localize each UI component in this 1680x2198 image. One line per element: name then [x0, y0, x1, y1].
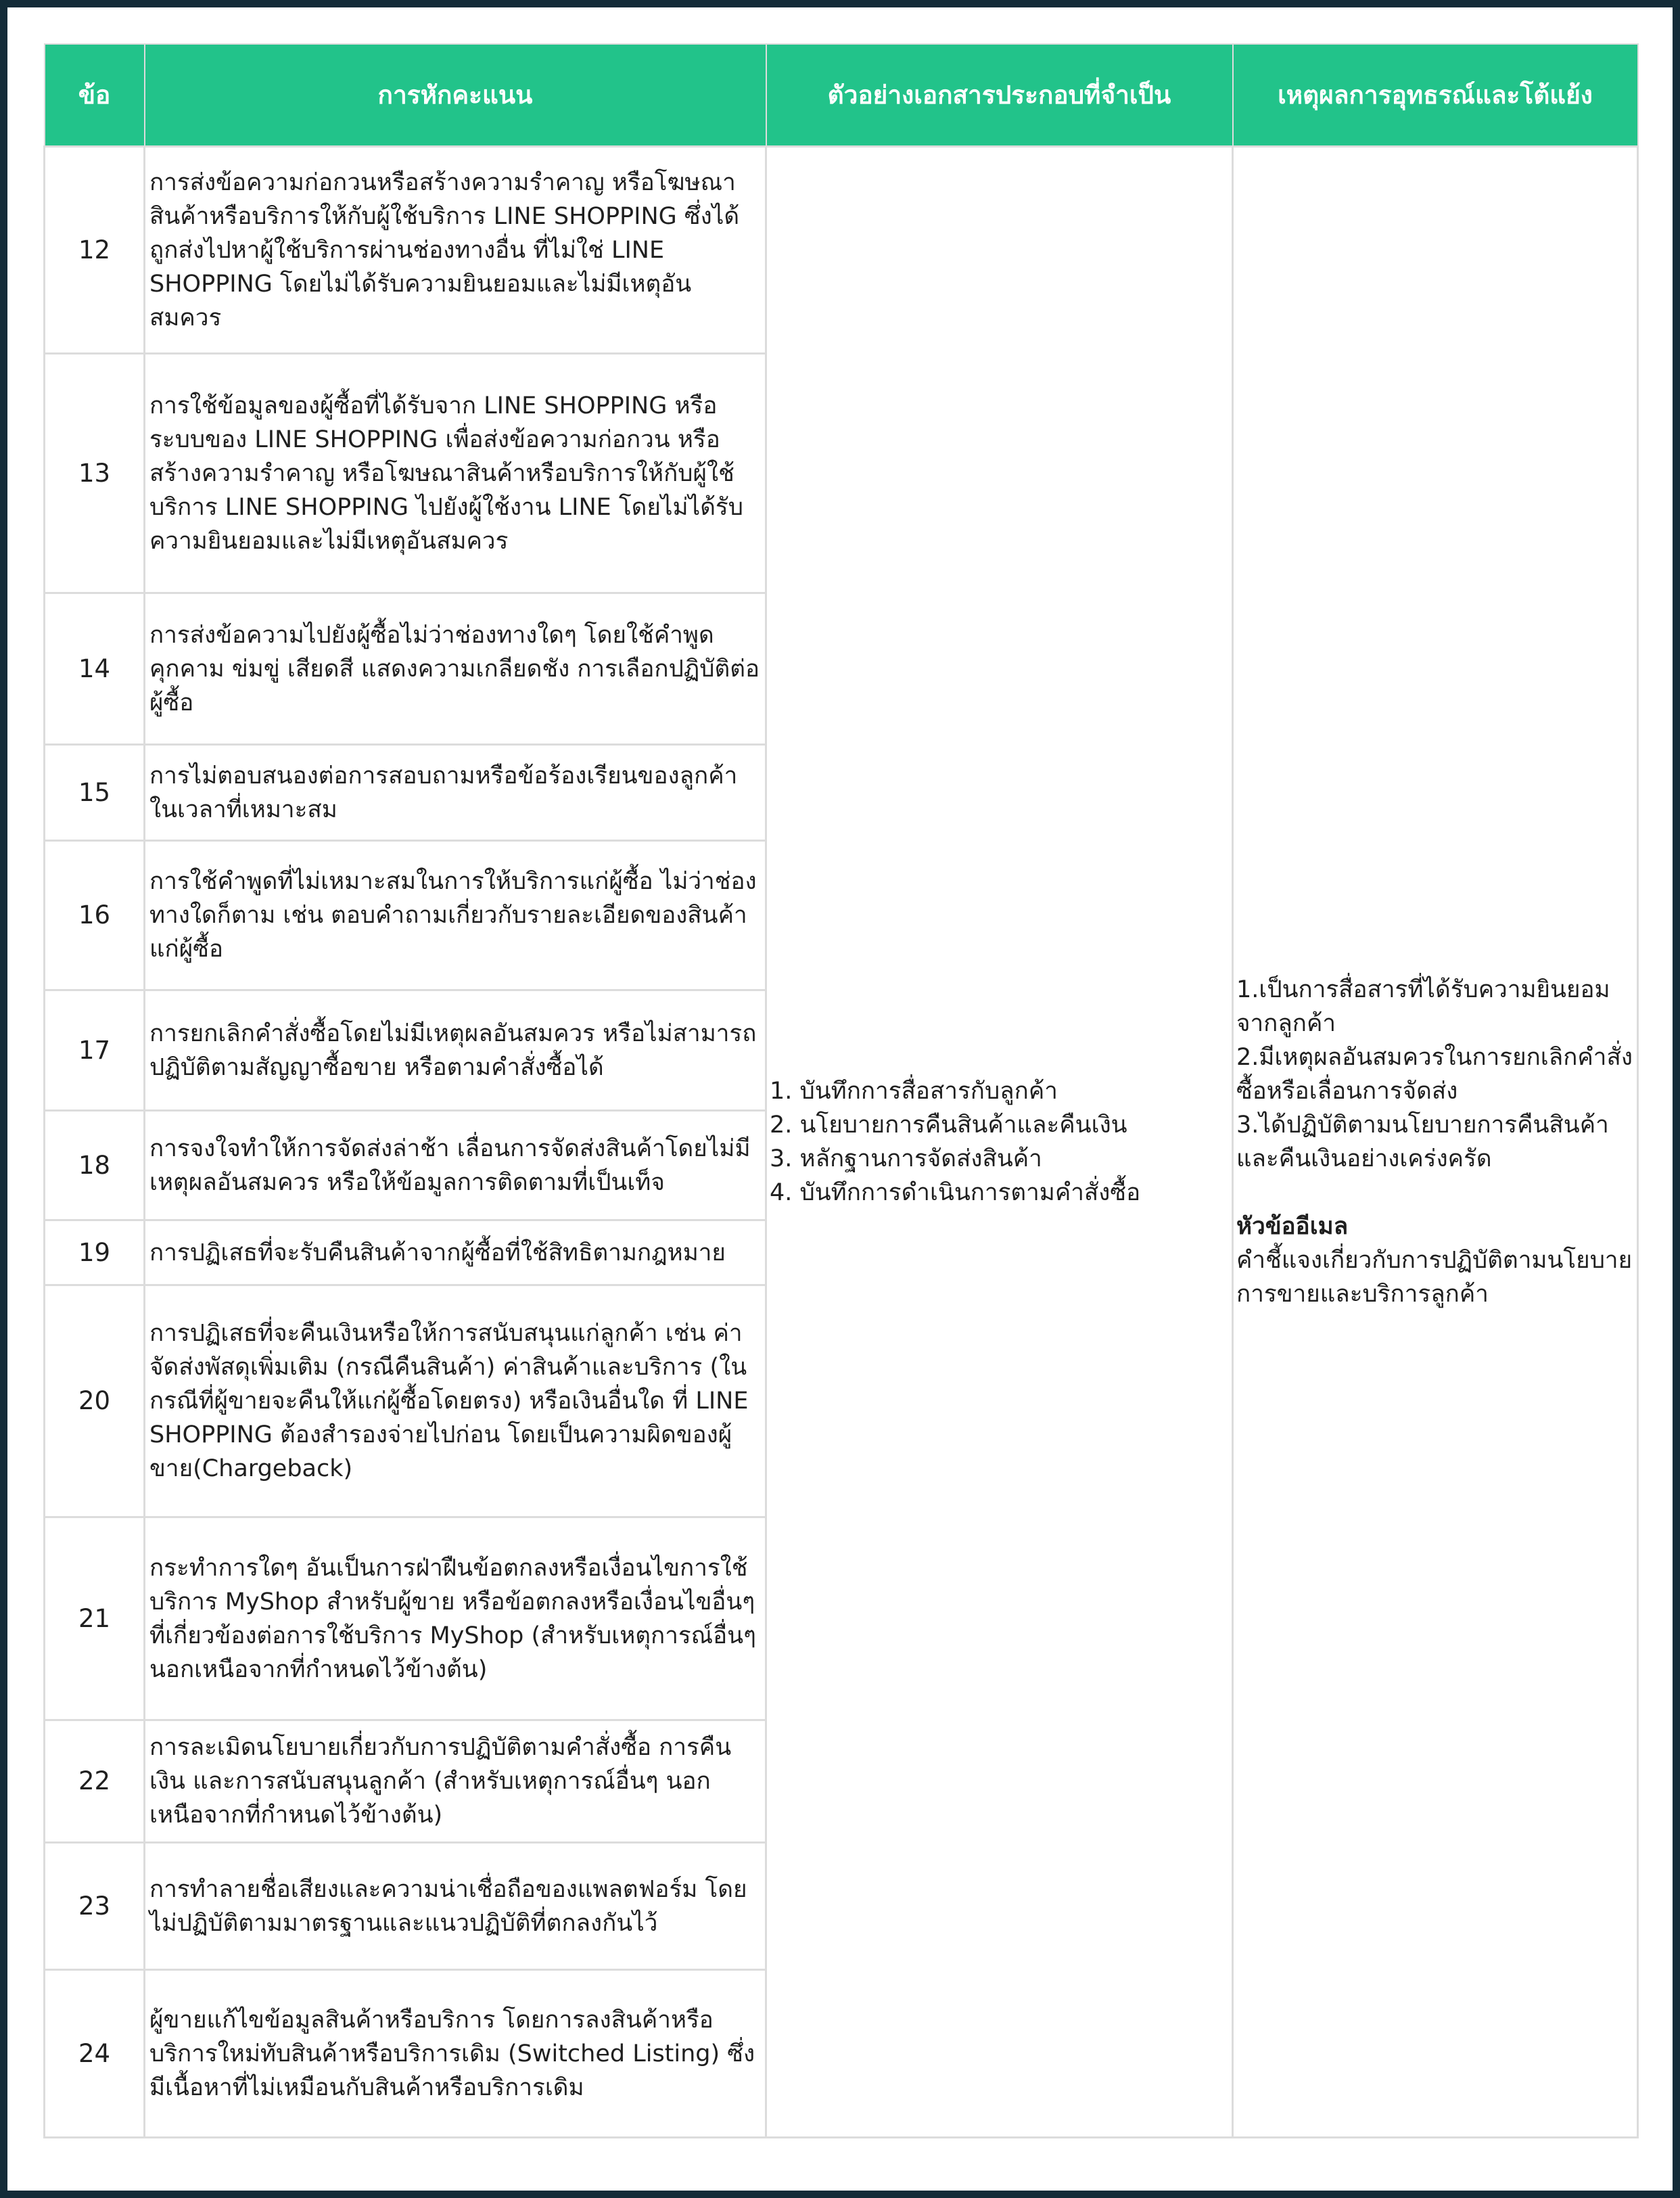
header-appeal: เหตุผลการอุทธรณ์และโต้แย้ง — [1233, 44, 1638, 147]
email-subject-heading: หัวข้ออีเมล — [1236, 1213, 1349, 1240]
row-number: 16 — [45, 841, 145, 990]
header-deduction: การหักคะแนน — [145, 44, 766, 147]
row-description: การส่งข้อความก่อกวนหรือสร้างความรำคาญ หรือโฆษณาสินค้าหรือบริการให้กับผู้ใช้บริการ LINE SHOPPING ซึ่งได้ถูกส่งไปหาผู้ใช้บริการผ่านช่องทางอื่น ที่ไม่ใช่ LINE SHOPPING โดยไม่ได้รับความยินยอมและไม่มีเหตุอันสมควร — [145, 147, 766, 354]
appeal-reasons — [1233, 147, 1638, 2138]
table-header-row — [45, 44, 1638, 147]
row-description: การใช้ข้อมูลของผู้ซื้อที่ได้รับจาก LINE SHOPPING หรือระบบของ LINE SHOPPING เพื่อส่งข้อความก่อกวน หรือสร้างความรำคาญ หรือโฆษณาสินค้าหรือบริการให้กับผู้ใช้บริการ LINE SHOPPING ไปยังผู้ใช้งาน LINE โดยไม่ได้รับความยินยอมและไม่มีเหตุอันสมควร — [145, 354, 766, 593]
row-number: 13 — [45, 354, 145, 593]
row-number: 22 — [45, 1720, 145, 1843]
row-number: 17 — [45, 990, 145, 1111]
row-number: 23 — [45, 1843, 145, 1970]
row-number: 15 — [45, 745, 145, 841]
header-no: ข้อ — [45, 44, 145, 147]
appeal-reason-list: 1.เป็นการสื่อสารที่ได้รับความยินยอมจากลูกค้า 2.มีเหตุผลอันสมควรในการยกเลิกคำสั่งซื้อหรือเลื่อนการจัดส่ง 3.ได้ปฏิบัติตามนโยบายการคืนสินค้าและคืนเงินอย่างเคร่งครัด — [1236, 976, 1633, 1172]
row-number: 24 — [45, 1970, 145, 2138]
row-number: 12 — [45, 147, 145, 354]
email-subject-text: คำชี้แจงเกี่ยวกับการปฏิบัติตามนโยบายการขายและบริการลูกค้า — [1236, 1247, 1633, 1308]
row-description: การใช้คำพูดที่ไม่เหมาะสมในการให้บริการแก่ผู้ซื้อ ไม่ว่าช่องทางใดก็ตาม เช่น ตอบคำถามเกี่ยวกับรายละเอียดของสินค้าแก่ผู้ซื้อ — [145, 841, 766, 990]
header-documents: ตัวอย่างเอกสารประกอบที่จำเป็น — [766, 44, 1233, 147]
row-description: การจงใจทำให้การจัดส่งล่าช้า เลื่อนการจัดส่งสินค้าโดยไม่มีเหตุผลอันสมควร หรือให้ข้อมูลการติดตามที่เป็นเท็จ — [145, 1111, 766, 1220]
row-description: ผู้ขายแก้ไขข้อมูลสินค้าหรือบริการ โดยการลงสินค้าหรือบริการใหม่ทับสินค้าหรือบริการเดิม (Switched Listing) ซึ่งมีเนื้อหาที่ไม่เหมือนกับสินค้าหรือบริการเดิม — [145, 1970, 766, 2138]
row-number: 19 — [45, 1220, 145, 1285]
row-description: การทำลายชื่อเสียงและความน่าเชื่อถือของแพลตฟอร์ม โดยไม่ปฏิบัติตามมาตรฐานและแนวปฏิบัติที่ตกลงกันไว้ — [145, 1843, 766, 1970]
row-description: การไม่ตอบสนองต่อการสอบถามหรือข้อร้องเรียนของลูกค้าในเวลาที่เหมาะสม — [145, 745, 766, 841]
row-description: การละเมิดนโยบายเกี่ยวกับการปฏิบัติตามคำสั่งซื้อ การคืนเงิน และการสนับสนุนลูกค้า (สำหรับเหตุการณ์อื่นๆ นอกเหนือจากที่กำหนดไว้ข้างต้น) — [145, 1720, 766, 1843]
deduction-table — [43, 43, 1639, 2138]
table-row — [45, 147, 1638, 354]
row-description: กระทำการใดๆ อันเป็นการฝ่าฝืนข้อตกลงหรือเงื่อนไขการใช้บริการ MyShop สำหรับผู้ขาย หรือข้อตกลงหรือเงื่อนไขอื่นๆ ที่เกี่ยวข้องต่อการใช้บริการ MyShop (สำหรับเหตุการณ์อื่นๆนอกเหนือจากที่กำหนดไว้ข้างต้น) — [145, 1517, 766, 1720]
row-number: 21 — [45, 1517, 145, 1720]
row-number: 20 — [45, 1285, 145, 1517]
required-documents: 1. บันทึกการสื่อสารกับลูกค้า 2. นโยบายการคืนสินค้าและคืนเงิน 3. หลักฐานการจัดส่งสินค้า 4. บันทึกการดำเนินการตามคำสั่งซื้อ — [766, 147, 1233, 2138]
row-description: การยกเลิกคำสั่งซื้อโดยไม่มีเหตุผลอันสมควร หรือไม่สามารถปฏิบัติตามสัญญาซื้อขาย หรือตามคำสั่งซื้อได้ — [145, 990, 766, 1111]
row-description: การปฏิเสธที่จะคืนเงินหรือให้การสนับสนุนแก่ลูกค้า เช่น ค่าจัดส่งพัสดุเพิ่มเติม (กรณีคืนสินค้า) ค่าสินค้าและบริการ (ในกรณีที่ผู้ขายจะคืนให้แก่ผู้ซื้อโดยตรง) หรือเงินอื่นใด ที่ LINE SHOPPING ต้องสำรองจ่ายไปก่อน โดยเป็นความผิดของผู้ขาย(Chargeback) — [145, 1285, 766, 1517]
row-description: การปฏิเสธที่จะรับคืนสินค้าจากผู้ซื้อที่ใช้สิทธิตามกฎหมาย — [145, 1220, 766, 1285]
row-number: 14 — [45, 593, 145, 745]
row-number: 18 — [45, 1111, 145, 1220]
row-description: การส่งข้อความไปยังผู้ซื้อไม่ว่าช่องทางใดๆ โดยใช้คำพูดคุกคาม ข่มขู่ เสียดสี แสดงความเกลียดชัง การเลือกปฏิบัติต่อผู้ซื้อ — [145, 593, 766, 745]
